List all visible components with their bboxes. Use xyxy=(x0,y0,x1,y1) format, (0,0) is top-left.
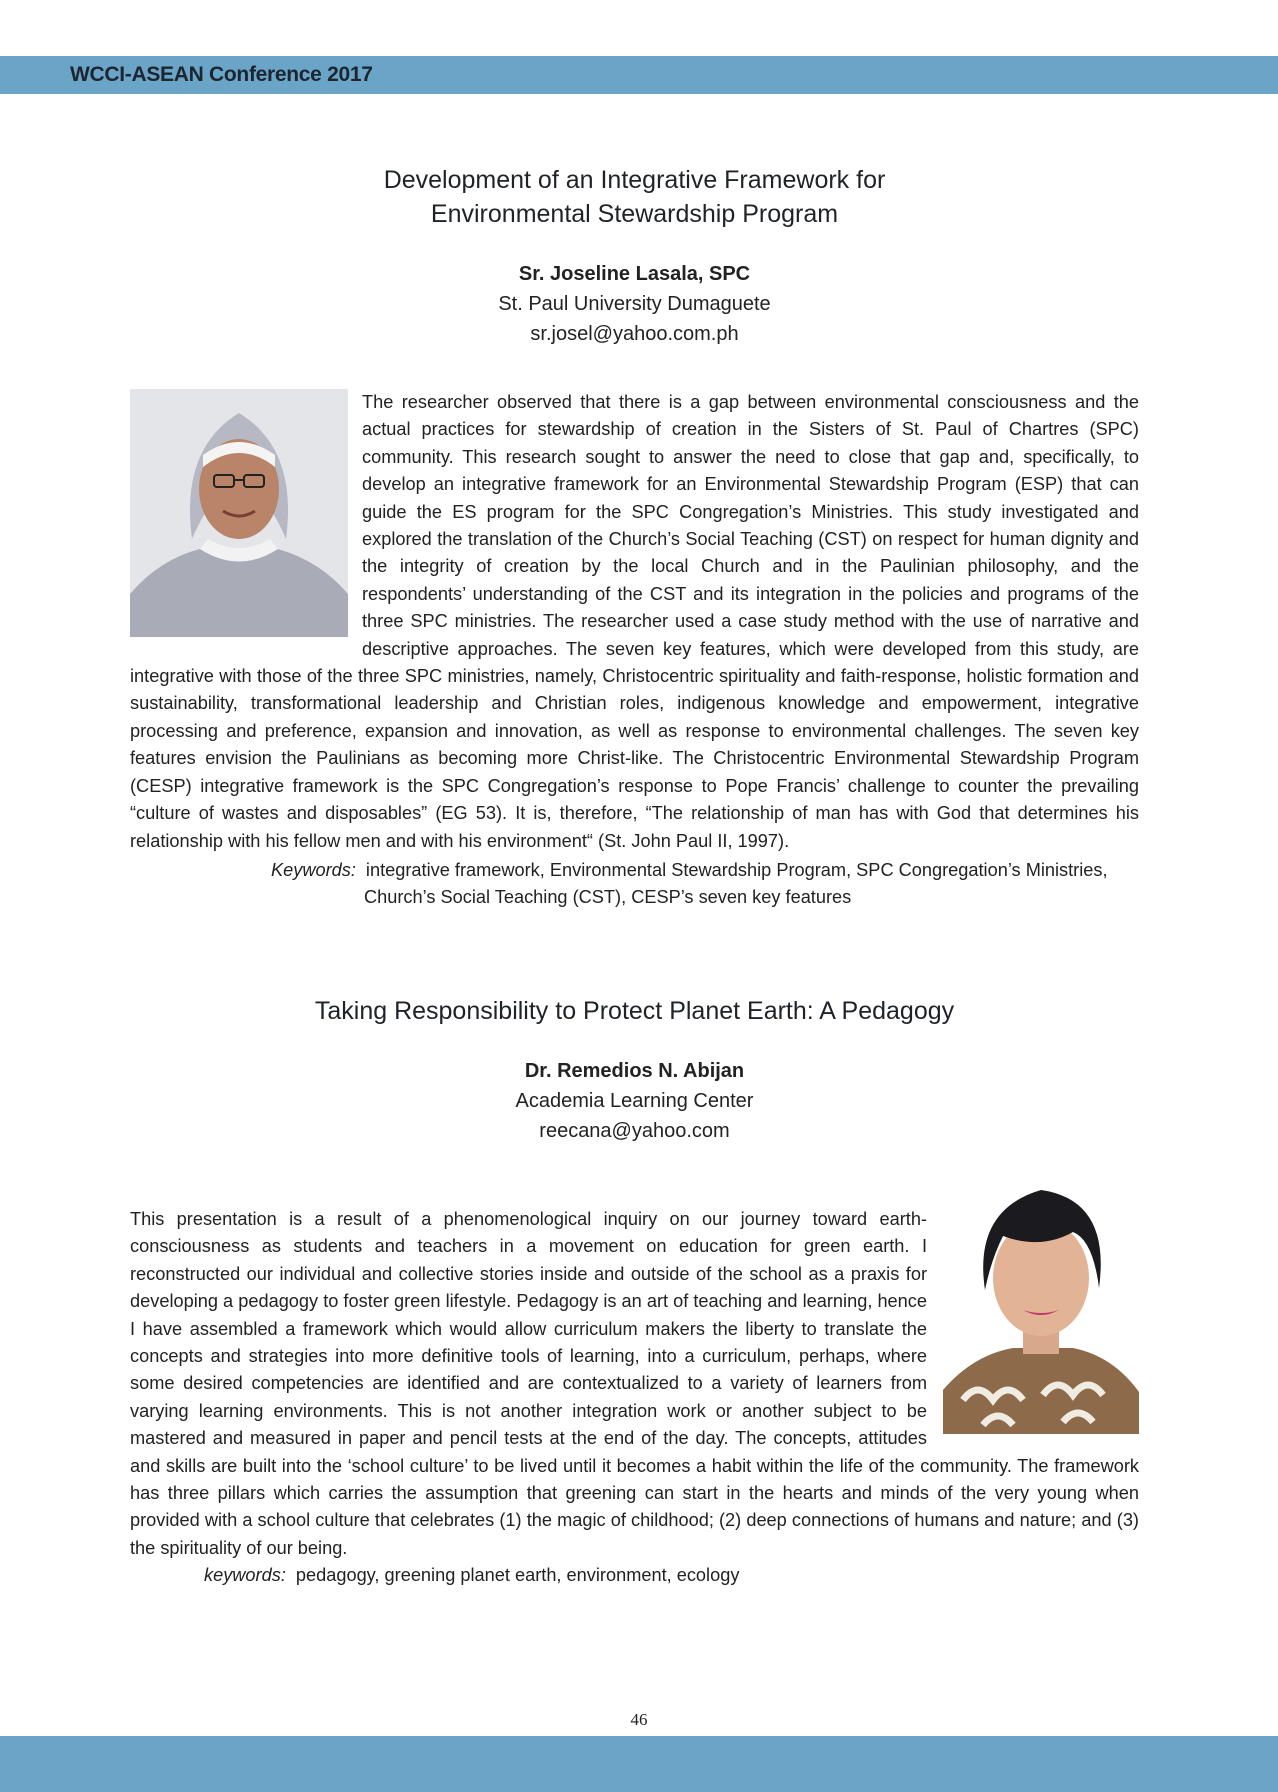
article-title-line-1: Development of an Integrative Framework for xyxy=(383,166,886,194)
article-planet-earth-pedagogy xyxy=(130,994,1139,1589)
author-affiliation: Academia Learning Center xyxy=(515,1090,754,1112)
page-number: 46 xyxy=(630,1710,648,1729)
keywords-text: integrative framework, Environmental Stewardship Program, SPC Congregation’s Ministries, Church’s Social Teaching (CST), CESP’s seven key features xyxy=(364,859,1108,907)
keywords xyxy=(130,857,1139,911)
author-name: Sr. Joseline Lasala, SPC xyxy=(518,263,751,285)
keywords-label: keywords: xyxy=(204,1565,286,1586)
conference-title: WCCI-ASEAN Conference 2017 xyxy=(70,63,373,86)
abstract-section xyxy=(130,389,1139,855)
footer-bar xyxy=(0,1736,1278,1792)
abstract-text: The researcher observed that there is a gap between environmental consciousness and the actual practices for stewardship of creation in the Sisters of St. Paul of Chartres (SPC) community. This research sought to answer the need to close that gap and, specifically, to develop an integrative framework for an Environmental Stewardship Program (ESP) that can guide the ES program for the SPC Congregation’s Ministries. This study investigated and explored the translation of the Church’s Social Teaching (CST) on respect for human dignity and the integrity of creation by the local Church and in the Paulinian philosophy, and the respondents’ understanding of the CST and its integration in the policies and programs of the three SPC ministries. The researcher used a case study method with the use of narrative and descriptive approaches. The seven key features, which were developed from this study, are integrative with those of the three SPC ministries, namely, Christocentric spirituality and faith-response, holistic formation and sustainability, transformational leadership and Christian roles, indigenous knowledge and empowerment, integrative processing and preference, expansion and innovation, as well as response to environmental challenges. The seven key features envision the Paulinians as becoming more Christ-like. The Christocentric Environmental Stewardship Program (CESP) integrative framework is the SPC Congregation’s response to Pope Francis’ challenge to counter the prevailing “culture of wastes and disposables” (EG 53). It is, therefore, “The relationship of man has with God that determines his relationship with his fellow men and with his environment“ (St. John Paul II, 1997). xyxy=(130,392,1139,851)
article-title-line-2: Environmental Stewardship Program xyxy=(430,200,839,228)
article-title: Taking Responsibility to Protect Planet Earth: A Pedagogy xyxy=(314,997,955,1025)
keywords xyxy=(130,1562,1139,1589)
abstract-text: This presentation is a result of a phenomenological inquiry on our journey toward earth-consciousness as students and teachers in a movement on education for green earth. I reconstructed our individual and collective stories inside and outside of the school as a praxis for developing a pedagogy to foster green lifestyle. Pedagogy is an art of teaching and learning, hence I have assembled a framework which would allow curriculum makers the liberty to translate the concepts and strategies into more definitive tools of learning, into a curriculum, perhaps, where some desired competencies are identified and are contextualized to a variety of learners from varying learning environments. This is not another integration work or another subject to be mastered and measured in paper and pencil tests at the end of the day. The concepts, attitudes and skills are built into the ‘school culture’ to be lived until it becomes a habit within the life of the community. The framework has three pillars which carries the assumption that greening can start in the hearts and minds of the very young when provided with a school culture that celebrates (1) the magic of childhood; (2) deep connections of humans and nature; and (3) the spirituality of our being. xyxy=(130,1209,1139,1558)
article-title xyxy=(130,163,1139,231)
author-photo xyxy=(943,1170,1139,1434)
article-environmental-stewardship xyxy=(130,163,1139,911)
author-photo xyxy=(130,389,348,637)
abstract-section xyxy=(130,1206,1139,1562)
keywords-text: pedagogy, greening planet earth, environment, ecology xyxy=(295,1565,740,1586)
author-block xyxy=(130,1056,1139,1146)
author-name: Dr. Remedios N. Abijan xyxy=(524,1060,745,1082)
header-bar xyxy=(0,56,1278,94)
author-affiliation: St. Paul University Dumaguete xyxy=(498,293,771,315)
keywords-label: Keywords: xyxy=(271,859,356,880)
author-block xyxy=(130,259,1139,349)
author-email: reecana@yahoo.com xyxy=(539,1120,730,1142)
author-email: sr.josel@yahoo.com.ph xyxy=(530,323,739,345)
